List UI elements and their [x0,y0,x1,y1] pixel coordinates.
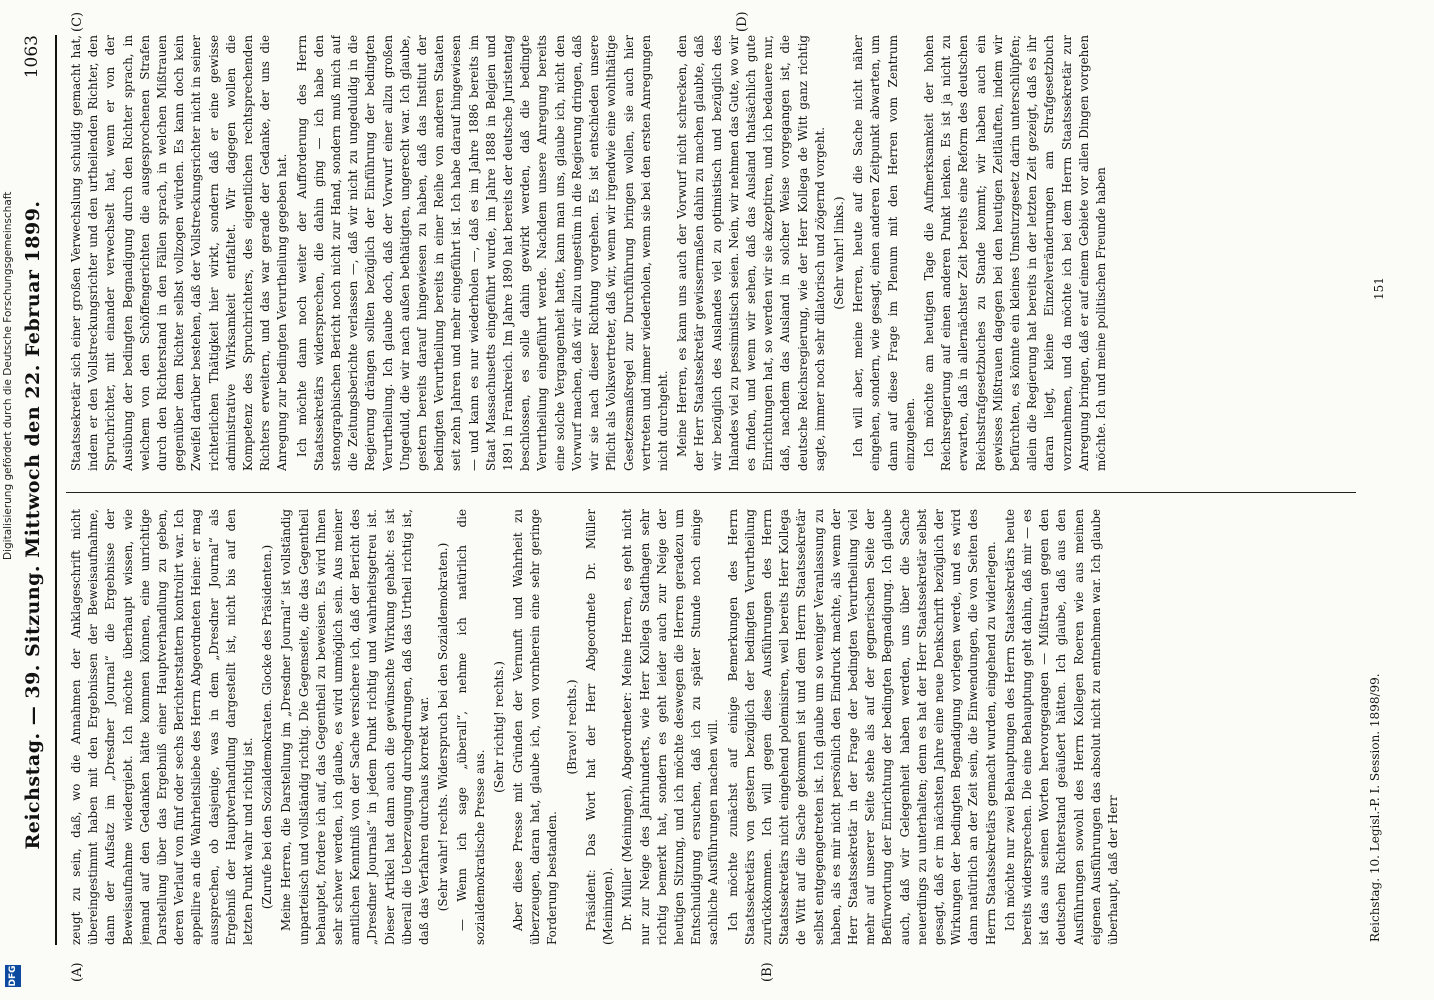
left-paragraph: Ich möchte nur zwei Behauptungen des Herrn Staatssekretärs heute bereits widersprechen. Die eine Behauptung geht dahin, daß mir — es ist das aus seinen Worten hervorgegangen — Mißtrauen gegen den deutschen Richterstand geäußert hätten. Ich glaube, daß aus den Ausführungen sowohl des Herrn Kollegen Roeren wie aus meinen eigenen Ausführungen das absolut nicht zu entnehmen war. Ich glaube überhaupt, daß der Herr [1002,509,1120,945]
right-paragraph: Ich möchte dann noch weiter der Aufforderung des Herrn Staatssekretärs widersprechen, die dahin ging — ich habe den stenographischen Bericht noch nicht zur Hand, sondern muß mich auf die Zeitungsberichte verlassen —, daß wir nicht zu ungeduldig in die Regierung drängen sollten bezüglich der Einführung der bedingten Verurtheilung. Ich glaube doch, daß der Vorwurf einer allzu großen Ungeduld, die wir nach außen bethätigten, ungerecht war. Ich glaube, gestern bereits darauf hingewiesen zu haben, daß das Institut der bedingten Verurtheilung bereits in einer Reihe von anderen Staaten seit zehn Jahren und mehr eingeführt ist. Ich habe darauf hingewiesen — und kann es nur wiederholen —, daß es im Jahre 1886 bereits im Staat Massachusetts eingeführt wurde, im Jahre 1888 in Belgien und 1891 in Frankreich. Im Jahre 1890 hat bereits der deutsche Juristentag beschlossen, es solle dahin gewirkt werden, daß die bedingte Verurtheilung eingeführt werde. Nachdem unsere Anregung bereits eine solche Vergangenheit hatte, kann man uns, glaube ich, nicht den Vorwurf machen, daß wir allzu ungestüm in die Regierung dringen, daß wir sie nach dieser Richtung vorgehen. Es ist entschieden unsere Pflicht als Volksvertreter, daß wir, wenn wir irgendwie eine wohlthätige Gesetzesmaßregel zur Durchführung bringen wollen, sie auch hier vertreten und immer wiederholen, wenn sie bei den ersten Anregungen nicht durchgeht. [294,35,670,471]
speaker-president: Präsident: Das Wort hat der Herr Abgeordnete Dr. Müller (Meiningen). [583,509,616,945]
left-column [68,509,1353,945]
margin-marker-c: (C) [70,11,85,32]
left-paragraph: Aber diese Presse mit Gründen der Vernunft und Wahrheit zu überzeugen, daran hat, glaube ich, von vornherein eine sehr geringe Forderung bestanden. [511,509,560,945]
dfg-logo-icon: DFG [5,965,21,987]
left-paragraph: — Wenn ich sage „überall“, nehme ich natürlich die sozialdemokratische Presse aus. [455,509,487,945]
column-divider [66,492,1356,493]
credit-text: Digitalisierung gefördert durch die Deutsche Forschungsgemeinschaft [2,191,14,560]
right-paragraph: Ich will aber, meine Herren, heute auf die Sache nicht näher eingehen, sondern, wie gesagt, einen anderen Zeitpunkt abwarten, um dann auf diese Frage im Plenum mit den Herren vom Zentrum einzugehen. [851,35,917,471]
left-interjection: (Zurufe bei den Sozialdemokraten. Glocke des Präsidenten.) [260,544,275,910]
margin-marker-a: (A) [70,962,85,982]
page-title: Reichstag. — 39. Sitzung. Mittwoch den 22. Februar 1899. [22,200,44,850]
footer-page-number: 151 [1372,277,1386,300]
footer-session: Reichstag. 10. Legisl.-P. I. Session. 1898/99. [1368,673,1382,942]
right-paragraph: Meine Herren, es kann uns auch der Vorwurf nicht schrecken, den der Herr Staatssekretär gewissermaßen dahin zu machen glaubte, daß wir bezüglich des Auslandes viel zu optimistisch und bezüglich des Inlandes viel zu pessimistisch seien. Nein, wir nehmen das Gute, wo wir es finden, und wenn wir sehen, daß das Ausland thatsächlich gute Einrichtungen hat, so werden wir sie akzeptiren, und ich bedauere nur, daß, nachdem das Ausland in solcher Weise vorgegangen ist, die deutsche Reichsregierung, wie der Herr Kollega de Witt ganz richtig sagte, immer noch sehr dilatorisch und zögernd vorgeht. [675,35,827,471]
margin-marker-b: (B) [760,962,775,982]
left-interjection: (Bravo! rechts.) [564,679,579,775]
speaker-mueller: Dr. Müller (Meiningen), Abgeordneter: Meine Herren, es geht nicht nur zur Neige des Jahrhunderts, wie Herr Kollega Stadthagen sehr richtig bemerkt hat, sondern es geht leider auch zur Neige der heutigen Sitzung, und ich möchte deswegen die Herren geradezu um Entschuldigung ersuchen, daß ich zu später Stunde noch einige sachliche Ausführungen machen will. [620,509,721,945]
left-interjection: (Sehr richtig! rechts.) [491,661,506,793]
header-rule [55,35,57,945]
left-paragraph: Ich möchte zunächst auf einige Bemerkungen des Herrn Staatssekretärs von gestern bezüglich der bedingten Verurtheilung zurückkommen. Ich will gegen diese Ausführungen des Herrn Staatssekretärs nicht eingehend polemisiren, weil bereits Herr Kollega de Witt auf die Sache gekommen ist und dem Herrn Staatssekretär selbst entgegengetreten ist. Ich glaube um so weniger Veranlassung zu haben, als es mir nicht persönlich den Eindruck machte, als wenn der Herr Staatssekretär in der Frage der bedingten Verurtheilung viel mehr auf unserer Seite stehe als auf der gegnerischen Seite der Befürwortung der Einrichtung der bedingten Begnadigung. Ich glaube auch, daß wir Gelegenheit haben werden, uns über die Sache neuerdings zu unterhalten; denn es hat der Herr Staatssekretär selbst gesagt, daß er im nächsten Jahre eine neue Denkschrift bezüglich der Wirkungen der bedingten Begnadigung vorlegen werde, und es wird dann natürlich an der Zeit sein, die Einwendungen, die von Seiten des Herrn Staatssekretärs gemacht wurden, eingehend zu widerlegen. [725,509,998,945]
margin-marker-d: (D) [735,11,750,32]
page-header [16,35,56,945]
left-interjection: (Sehr wahr! rechts. Widerspruch bei den Sozialdemokraten.) [436,542,451,912]
left-paragraph: Meine Herren, die Darstellung im „Dresdner Journal“ ist vollständig unparteiisch und vollständig richtig. Die Gegenseite, die das Gegentheil behauptet, fordere ich auf, das Gegentheil zu beweisen. Es wird Ihnen sehr schwer werden, ich glaube, es wird unmöglich sein. Aus meiner amtlichen Kenntniß von der Sache versichere ich, daß der Bericht des „Dresdner Journals“ in jedem Punkt richtig und wahrheitsgetreu ist. Dieser Artikel hat dann auch die gewünschte Wirkung gehabt: es ist überall die Ueberzeugung durchgedrungen, daß das Urtheil richtig ist, daß das Verfahren durchaus korrekt war. [279,509,432,945]
right-paragraph: Ich möchte am heutigen Tage die Aufmerksamkeit der hohen Reichsregierung auf einen anderen Punkt lenken. Es ist ja nicht zu erwarten, daß in allernächster Zeit bereits eine Reform des deutschen Reichsstrafgesetzbuches zu Stande kommt; wir haben auch ein gewisses Mißtrauen dagegen bei den heutigen Zeitläuften, indem wir befürchten, es könnte ein kleines Umsturzgesetz darin unterschlüpfen; allein die Regierung hat bereits in der letzten Zeit gezeigt, daß es ihr daran liegt, kleine Einzelveränderungen am Strafgesetzbuch vorzunehmen, und da möchte ich bei dem Herrn Staatssekretär zur Anregung bringen, daß er auf einem Gebiete vor allen Dingen vorgehen möchte. Ich und meine politischen Freunde haben [921,35,1108,471]
right-paragraph: Staatssekretär sich einer großen Verwechslung schuldig gemacht hat, indem er den Vollstreckungsrichter und den urtheilenden Richter, den Spruchrichter, mit einander verwechselt hat, wenn er von der Ausübung der bedingten Begnadigung durch den Richter sprach, in welchem von den Schöffengerichten die ausgesprochenen Strafen durch den Richterstand in den Fällen sprach, in welchen Mißtrauen gegenüber dem Richter selbst vollzogen würden. Es kann doch kein Zweifel darüber bestehen, daß der Vollstreckungsrichter nicht in seiner richterlichen Thätigkeit hier wirkt, sondern daß er eine gewisse administrative Wirksamkeit entfaltet. Wir dagegen wollen die Kompetenz des Spruchrichters, des eigentlichen rechtsprechenden Richters erweitern, und das war gerade der Gedanke, der uns die Anregung zur bedingten Verurtheilung gegeben hat. [69,35,290,471]
right-interjection: (Sehr wahr! links.) [831,196,846,310]
left-paragraph: zeugt zu sein, daß, wo die Annahmen der Anklageschrift nicht übereingestimmt haben mit den Ergebnissen der Beweisaufnahme, dann der Aufsatz im „Dresdner Journal“ die Ergebnisse der Beweisaufnahme wiedergiebt. Ich möchte überhaupt wissen, wie jemand auf den Gedanken hätte kommen können, eine unrichtige Darstellung über das Ergebniß einer Hauptverhandlung zu geben, deren Verlauf von fünf oder sechs Berichterstattern kontrolirt war. Ich appellire an die Wahrheitsliebe des Herrn Abgeordneten Heine: er mag aussprechen, ob dasjenige, was in dem „Dresdner Journal“ als Ergebniß der Hauptverhandlung dargestellt ist, nicht bis auf den letzten Punkt wahr und richtig ist. [69,509,256,945]
page-number: 1063 [22,35,42,79]
digitization-credit [2,192,14,560]
right-column [68,35,1353,471]
